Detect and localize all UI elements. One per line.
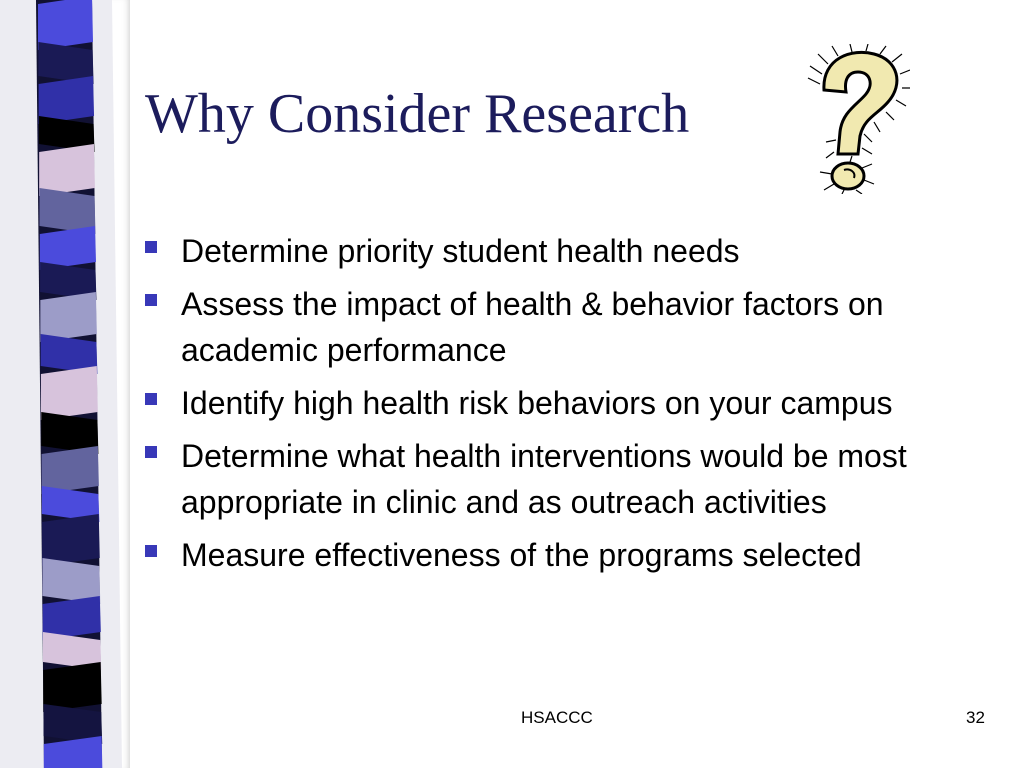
stripe-band <box>42 514 100 566</box>
bullet-item <box>145 281 1005 373</box>
bullet-square-icon <box>145 393 157 405</box>
bullet-item <box>145 433 1005 525</box>
stripe-band <box>39 76 94 124</box>
bullet-square-icon <box>145 545 157 557</box>
bullet-square-icon <box>145 241 157 253</box>
stripe-band <box>38 0 93 50</box>
bullet-text: Determine priority student health needs <box>181 233 740 269</box>
page-number: 32 <box>966 708 985 727</box>
footer-text: HSACCC <box>521 708 593 727</box>
bullet-list <box>145 228 1005 585</box>
bullet-text: Measure effectiveness of the programs selected <box>181 537 862 573</box>
slide-title: Why Consider Research <box>145 83 690 145</box>
bullet-square-icon <box>145 294 157 306</box>
bullet-item <box>145 380 1005 426</box>
bullet-item <box>145 228 1005 274</box>
stripe-band <box>40 292 97 342</box>
bullet-text: Determine what health interventions would be most appropriate in clinic and as outreach activities <box>181 438 907 520</box>
bullet-text: Identify high health risk behaviors on your campus <box>181 385 893 421</box>
stripe-band <box>42 446 99 494</box>
bullet-square-icon <box>145 446 157 458</box>
bullet-text: Assess the impact of health & behavior factors on academic performance <box>181 286 884 368</box>
stripe-band <box>39 144 95 196</box>
stripe-band <box>41 366 98 420</box>
decorative-stripe <box>0 0 130 768</box>
stripe-band <box>43 662 101 712</box>
bullet-item <box>145 532 1005 578</box>
question-mark-icon <box>800 44 910 194</box>
